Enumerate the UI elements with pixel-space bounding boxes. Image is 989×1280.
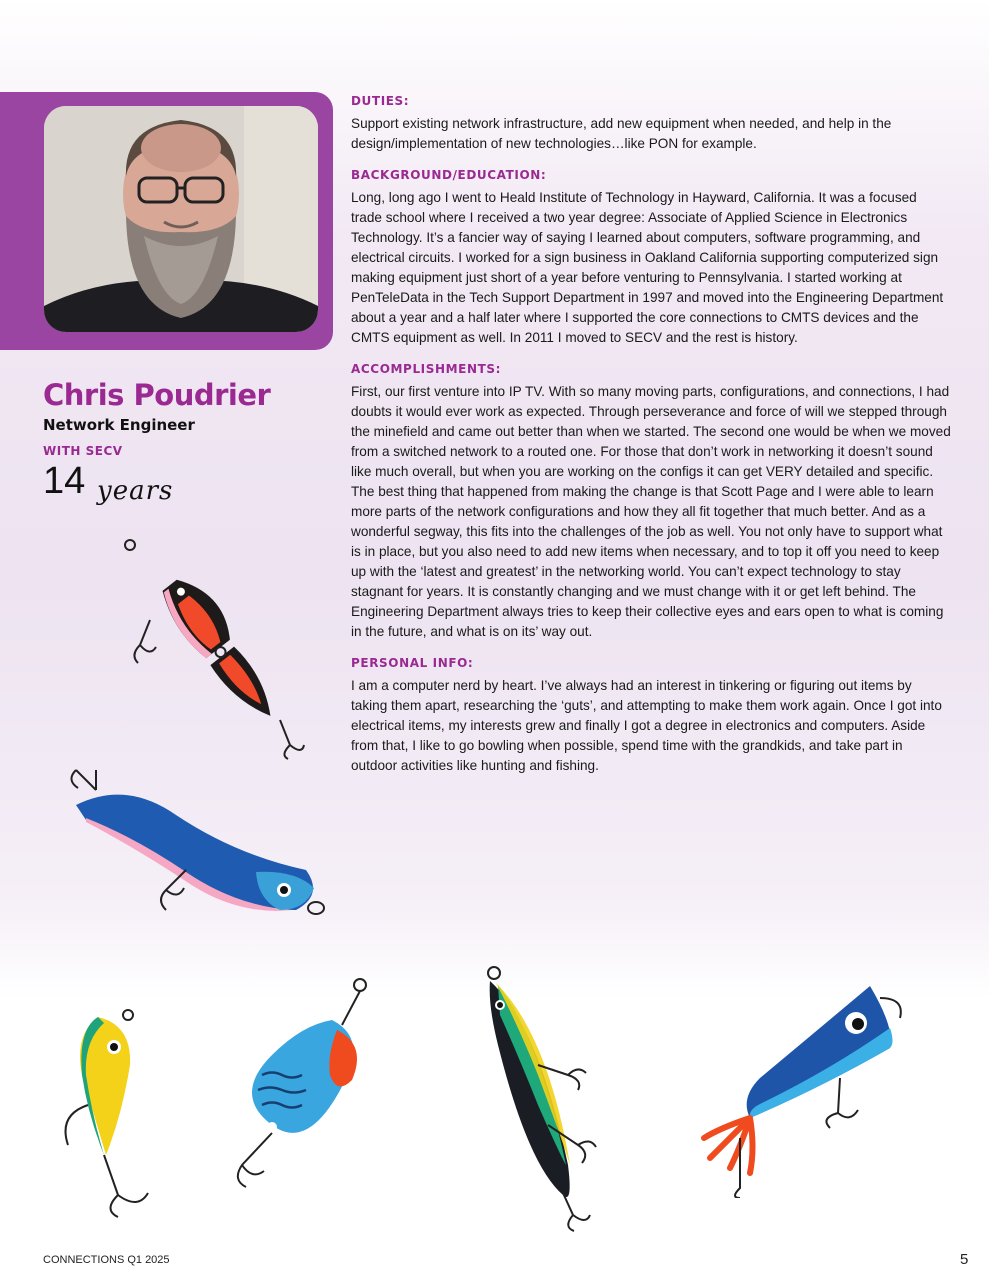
tenure-years-word: years: [97, 476, 174, 506]
background-heading: BACKGROUND/EDUCATION:: [351, 168, 547, 182]
article-content: [351, 94, 951, 790]
tenure-label: WITH SECV: [43, 444, 123, 458]
dark-minnow-lure-illustration: [478, 965, 618, 1235]
background-section: [351, 168, 951, 348]
jointed-lure-illustration: [120, 535, 310, 760]
personal-body: I am a computer nerd by heart. I’ve always had an interest in tinkering or figuring out items by taking them apart, researching the ‘guts’, and attempting to make them work again. Once I got into electrical items, my interests grew and finally I got a degree in electronics and computers. Aside from that, I like to go bowling when possible, spend time with the grandkids, and take part in outdoor activities like hunting and fishing.: [351, 678, 942, 773]
publication-name: CONNECTIONS Q1 2025: [43, 1254, 170, 1266]
accomplishments-body: First, our first venture into IP TV. With so many moving parts, configurations, and connections, I had doubts it would ever work as expected. Through perseverance and force of will we stepped through the minefield and came out better than when we started. The second one would be when we moved from a switched network to a routed one. For those that don’t work in networking it doesn’t sound like much overall, but when you are working on the configs it can get VERY detailed and specific. The best thing that happened from making the change is that Scott Page and I were able to learn more parts of the network configurations and how they all fit together that much better. And as a wonderful segway, this fits into the challenges of the job as well. You not only have to support what is in place, but you also need to add new items when necessary, and to top it off you need to keep up with the ‘latest and greatest’ in the networking world. You can’t expect technology to stay stagnant for years. It is constantly changing and we must change with it or get left behind. The Engineering Department always tries to keep their collective eyes and ears open to what is coming in the future, and what is on its’ way out.: [351, 384, 951, 639]
duties-section: [351, 94, 951, 154]
duties-heading: DUTIES:: [351, 94, 410, 108]
yellow-green-lure-illustration: [48, 1005, 158, 1225]
accomplishments-section: [351, 362, 951, 642]
duties-body: Support existing network infrastructure, add new equipment when needed, and help in the design/implementation of new technologies…like PON for example.: [351, 116, 892, 151]
personal-heading: PERSONAL INFO:: [351, 656, 474, 670]
tenure-years-number: 14: [43, 460, 86, 502]
profile-photo: [44, 106, 318, 332]
blue-swimbait-illustration: [66, 760, 326, 925]
job-title: Network Engineer: [43, 416, 195, 434]
person-name: Chris Poudrier: [43, 378, 271, 412]
spinner-lure-illustration: [212, 975, 372, 1205]
accomplishments-heading: ACCOMPLISHMENTS:: [351, 362, 502, 376]
background-body: Long, long ago I went to Heald Institute of Technology in Hayward, California. It was a focused trade school where I received a two year degree: Associate of Applied Science in Electronics Technology. It’s a fancier way of saying I learned about computers, software programming, and electrical circuits. I worked for a sign business in Oakland California supporting computerized sign making equipment just short of a year before venturing to Pennsylvania. I started working at PenTeleData in the Tech Support Department in 1997 and moved into the Engineering Department about a year and a half later where I supported the core connections to CMTS devices and the CMTS equipment as well. In 2011 I moved to SECV and the rest is history.: [351, 190, 944, 345]
popper-lure-illustration: [700, 978, 910, 1198]
page-number: 5: [960, 1251, 969, 1268]
photo-panel: [0, 92, 333, 350]
personal-section: [351, 656, 951, 776]
